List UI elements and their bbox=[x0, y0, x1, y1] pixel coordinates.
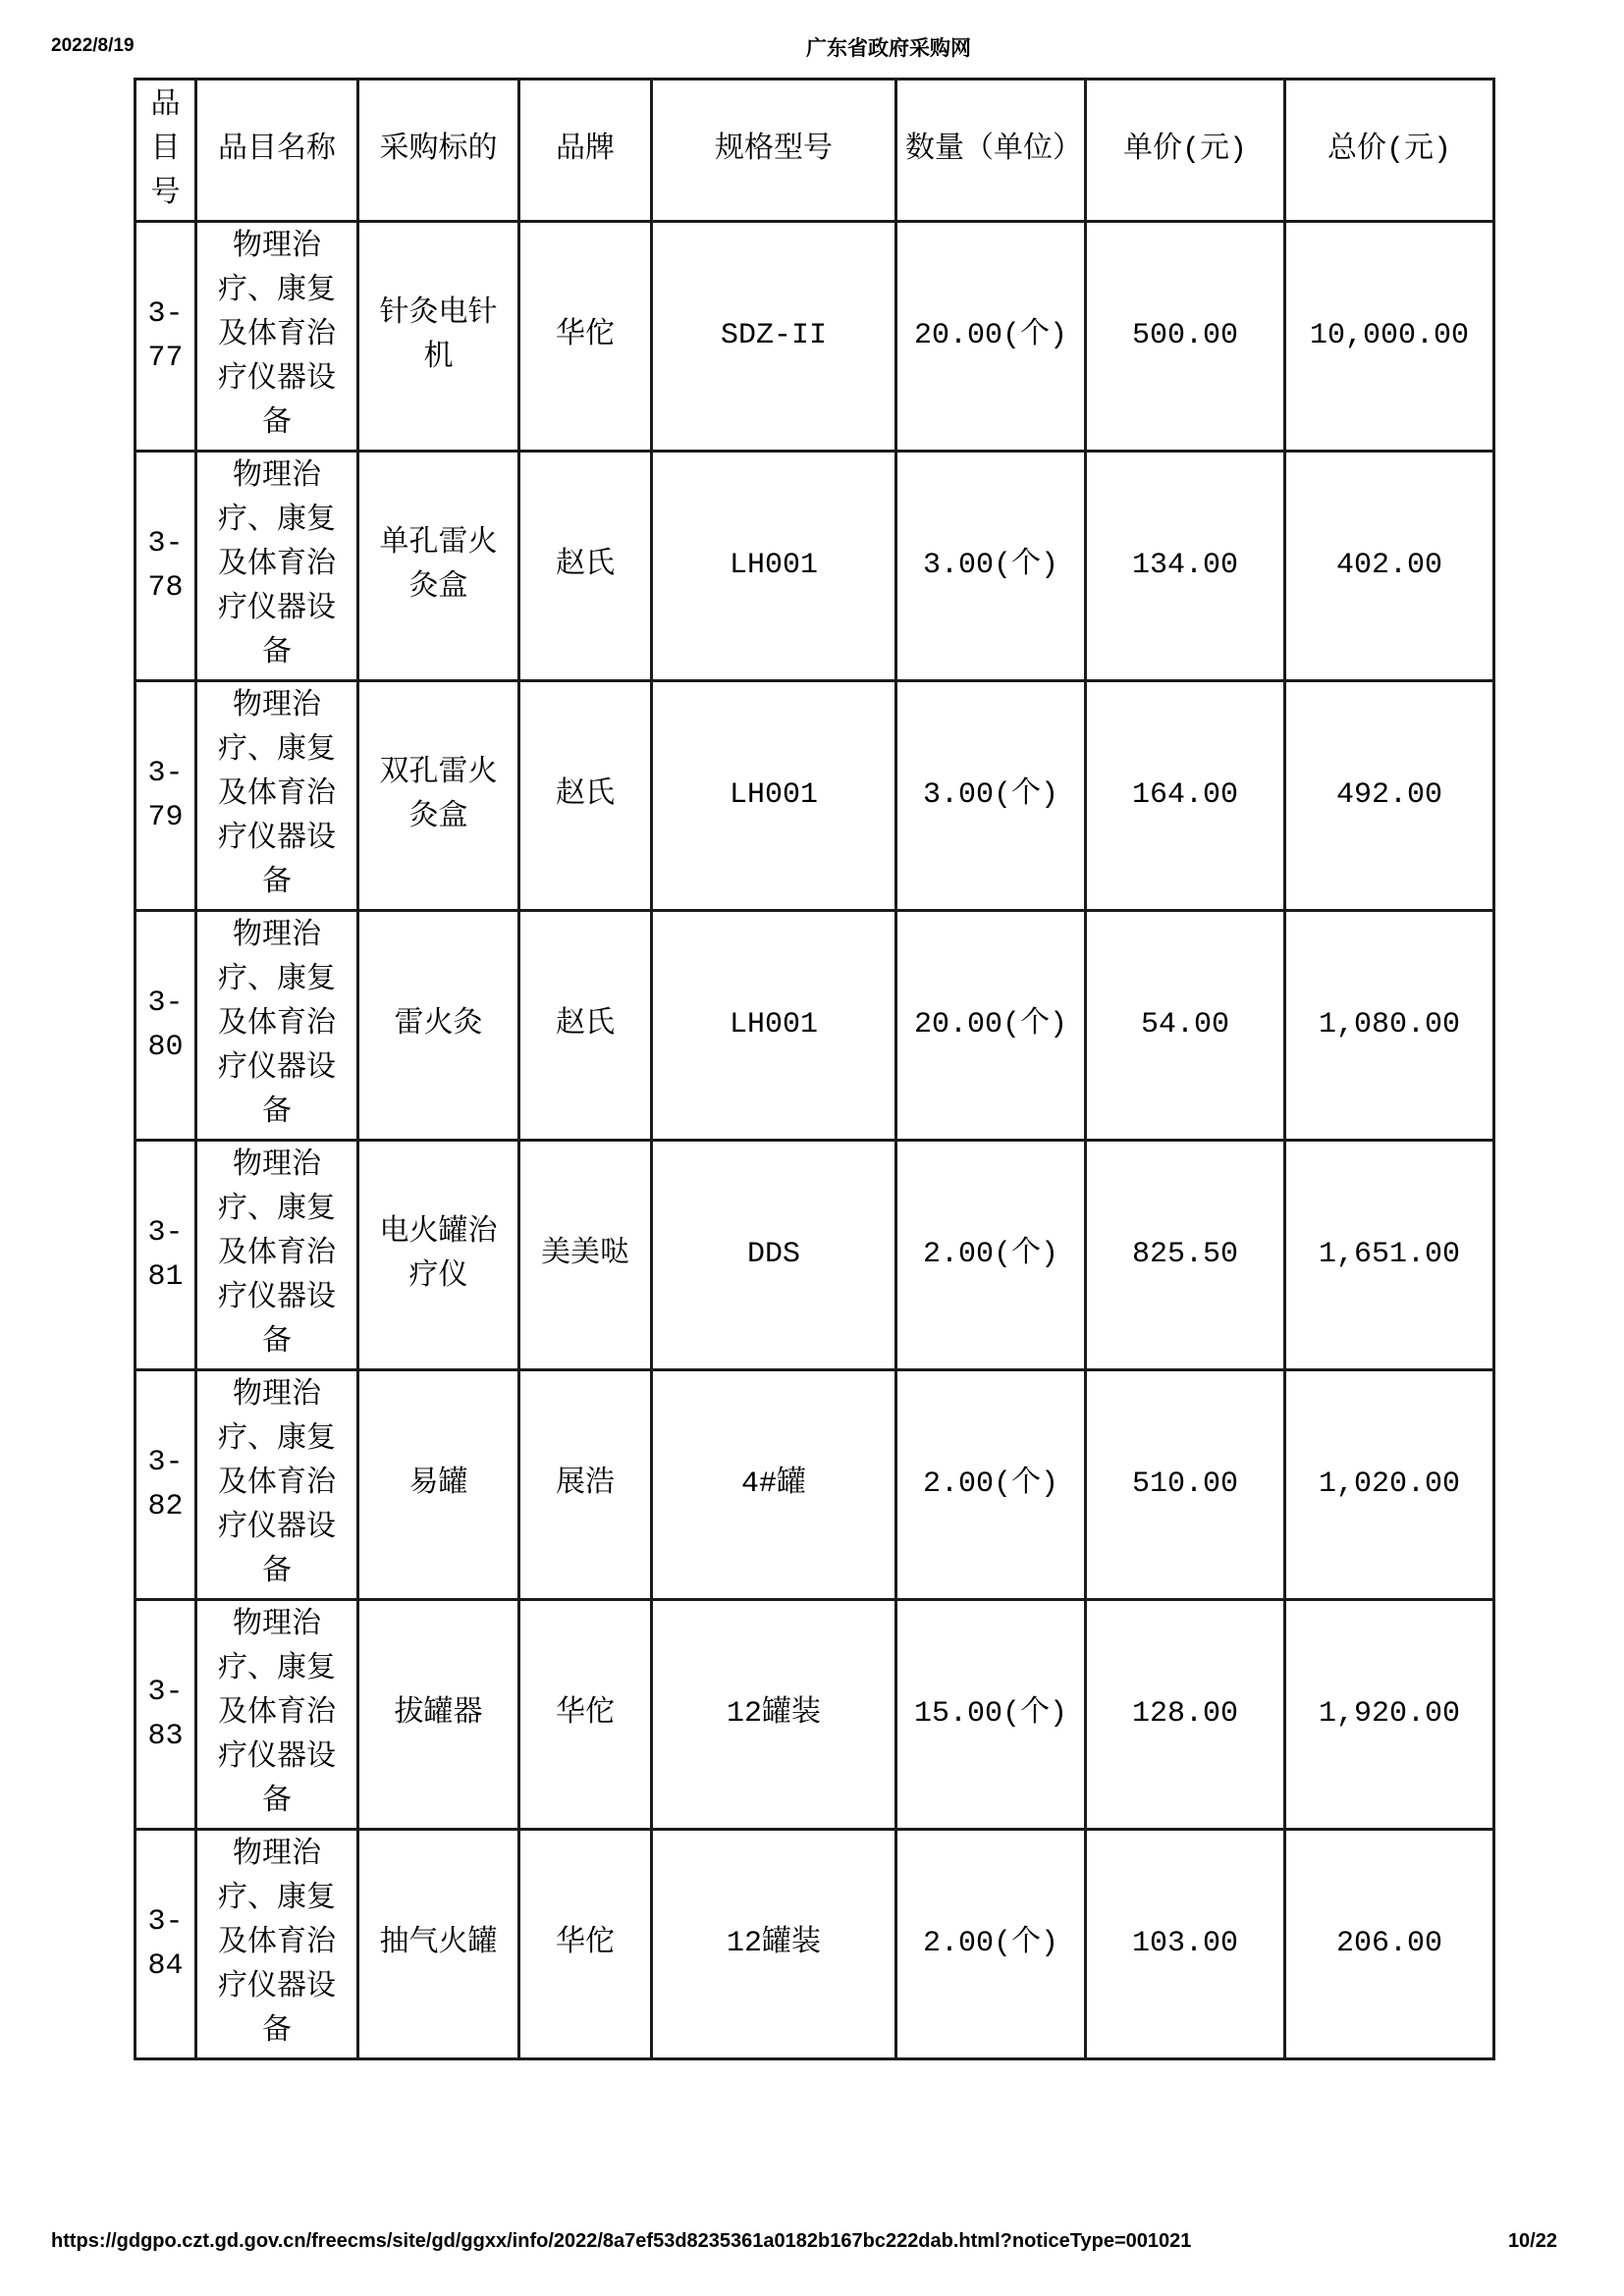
cell-unit-price: 510.00 bbox=[1086, 1370, 1285, 1600]
header-unit-price: 单价(元) bbox=[1086, 80, 1285, 222]
cell-model: 12罐装 bbox=[652, 1830, 896, 2059]
cell-item-name: 物理治疗、康复及体育治疗仪器设备 bbox=[196, 452, 358, 681]
header-model: 规格型号 bbox=[652, 80, 896, 222]
header-target: 采购标的 bbox=[358, 80, 519, 222]
table-header-row bbox=[135, 80, 1494, 222]
cell-item-name: 物理治疗、康复及体育治疗仪器设备 bbox=[196, 1830, 358, 2059]
table-row bbox=[135, 911, 1494, 1141]
table-row bbox=[135, 681, 1494, 911]
cell-quantity: 20.00(个) bbox=[896, 911, 1086, 1141]
cell-brand: 美美哒 bbox=[519, 1141, 652, 1370]
header-brand: 品牌 bbox=[519, 80, 652, 222]
cell-target: 针灸电针机 bbox=[358, 222, 519, 452]
cell-target: 雷火灸 bbox=[358, 911, 519, 1141]
cell-item-no: 3-84 bbox=[135, 1830, 196, 2059]
cell-brand: 赵氏 bbox=[519, 911, 652, 1141]
cell-item-no: 3-83 bbox=[135, 1600, 196, 1830]
table-row bbox=[135, 1830, 1494, 2059]
cell-model: LH001 bbox=[652, 911, 896, 1141]
cell-item-no: 3-77 bbox=[135, 222, 196, 452]
cell-unit-price: 128.00 bbox=[1086, 1600, 1285, 1830]
cell-brand: 华佗 bbox=[519, 1830, 652, 2059]
cell-target: 拔罐器 bbox=[358, 1600, 519, 1830]
table-row bbox=[135, 452, 1494, 681]
table-row bbox=[135, 222, 1494, 452]
cell-unit-price: 500.00 bbox=[1086, 222, 1285, 452]
table-header bbox=[135, 80, 1494, 222]
cell-total-price: 1,080.00 bbox=[1285, 911, 1494, 1141]
cell-brand: 赵氏 bbox=[519, 681, 652, 911]
cell-target: 单孔雷火灸盒 bbox=[358, 452, 519, 681]
cell-target: 抽气火罐 bbox=[358, 1830, 519, 2059]
cell-quantity: 2.00(个) bbox=[896, 1370, 1086, 1600]
header-quantity: 数量（单位） bbox=[896, 80, 1086, 222]
cell-model: 4#罐 bbox=[652, 1370, 896, 1600]
cell-unit-price: 134.00 bbox=[1086, 452, 1285, 681]
procurement-items-table bbox=[134, 78, 1495, 2060]
cell-item-no: 3-82 bbox=[135, 1370, 196, 1600]
cell-item-no: 3-81 bbox=[135, 1141, 196, 1370]
cell-item-name: 物理治疗、康复及体育治疗仪器设备 bbox=[196, 911, 358, 1141]
cell-item-name: 物理治疗、康复及体育治疗仪器设备 bbox=[196, 1141, 358, 1370]
site-title: 广东省政府采购网 bbox=[806, 37, 971, 60]
cell-item-no: 3-79 bbox=[135, 681, 196, 911]
print-date: 2022/8/19 bbox=[51, 35, 135, 56]
table-row bbox=[135, 1600, 1494, 1830]
cell-item-no: 3-78 bbox=[135, 452, 196, 681]
cell-quantity: 2.00(个) bbox=[896, 1141, 1086, 1370]
cell-brand: 华佗 bbox=[519, 1600, 652, 1830]
cell-model: LH001 bbox=[652, 681, 896, 911]
cell-item-name: 物理治疗、康复及体育治疗仪器设备 bbox=[196, 222, 358, 452]
cell-model: 12罐装 bbox=[652, 1600, 896, 1830]
cell-brand: 展浩 bbox=[519, 1370, 652, 1600]
page-number: 10/22 bbox=[1507, 2230, 1557, 2252]
table-row bbox=[135, 1141, 1494, 1370]
cell-model: SDZ-II bbox=[652, 222, 896, 452]
cell-quantity: 20.00(个) bbox=[896, 222, 1086, 452]
cell-total-price: 10,000.00 bbox=[1285, 222, 1494, 452]
cell-unit-price: 825.50 bbox=[1086, 1141, 1285, 1370]
cell-target: 双孔雷火灸盒 bbox=[358, 681, 519, 911]
cell-quantity: 3.00(个) bbox=[896, 452, 1086, 681]
cell-total-price: 206.00 bbox=[1285, 1830, 1494, 2059]
cell-model: DDS bbox=[652, 1141, 896, 1370]
cell-unit-price: 164.00 bbox=[1086, 681, 1285, 911]
cell-total-price: 1,920.00 bbox=[1285, 1600, 1494, 1830]
cell-brand: 赵氏 bbox=[519, 452, 652, 681]
cell-total-price: 1,020.00 bbox=[1285, 1370, 1494, 1600]
cell-item-name: 物理治疗、康复及体育治疗仪器设备 bbox=[196, 681, 358, 911]
cell-unit-price: 103.00 bbox=[1086, 1830, 1285, 2059]
cell-quantity: 2.00(个) bbox=[896, 1830, 1086, 2059]
cell-quantity: 15.00(个) bbox=[896, 1600, 1086, 1830]
table-body bbox=[135, 222, 1494, 2059]
header-total-price: 总价(元) bbox=[1285, 80, 1494, 222]
cell-item-name: 物理治疗、康复及体育治疗仪器设备 bbox=[196, 1600, 358, 1830]
cell-total-price: 402.00 bbox=[1285, 452, 1494, 681]
cell-model: LH001 bbox=[652, 452, 896, 681]
header-item-no: 品目号 bbox=[135, 80, 196, 222]
table-row bbox=[135, 1370, 1494, 1600]
cell-total-price: 492.00 bbox=[1285, 681, 1494, 911]
cell-quantity: 3.00(个) bbox=[896, 681, 1086, 911]
cell-target: 电火罐治疗仪 bbox=[358, 1141, 519, 1370]
cell-unit-price: 54.00 bbox=[1086, 911, 1285, 1141]
header-item-name: 品目名称 bbox=[196, 80, 358, 222]
cell-item-name: 物理治疗、康复及体育治疗仪器设备 bbox=[196, 1370, 358, 1600]
cell-item-no: 3-80 bbox=[135, 911, 196, 1141]
cell-brand: 华佗 bbox=[519, 222, 652, 452]
cell-total-price: 1,651.00 bbox=[1285, 1141, 1494, 1370]
footer-url: https://gdgpo.czt.gd.gov.cn/freecms/site/gd/ggxx/info/2022/8a7ef53d8235361a0182b167bc222dab.html?noticeType=001021 bbox=[51, 2230, 1192, 2252]
cell-target: 易罐 bbox=[358, 1370, 519, 1600]
